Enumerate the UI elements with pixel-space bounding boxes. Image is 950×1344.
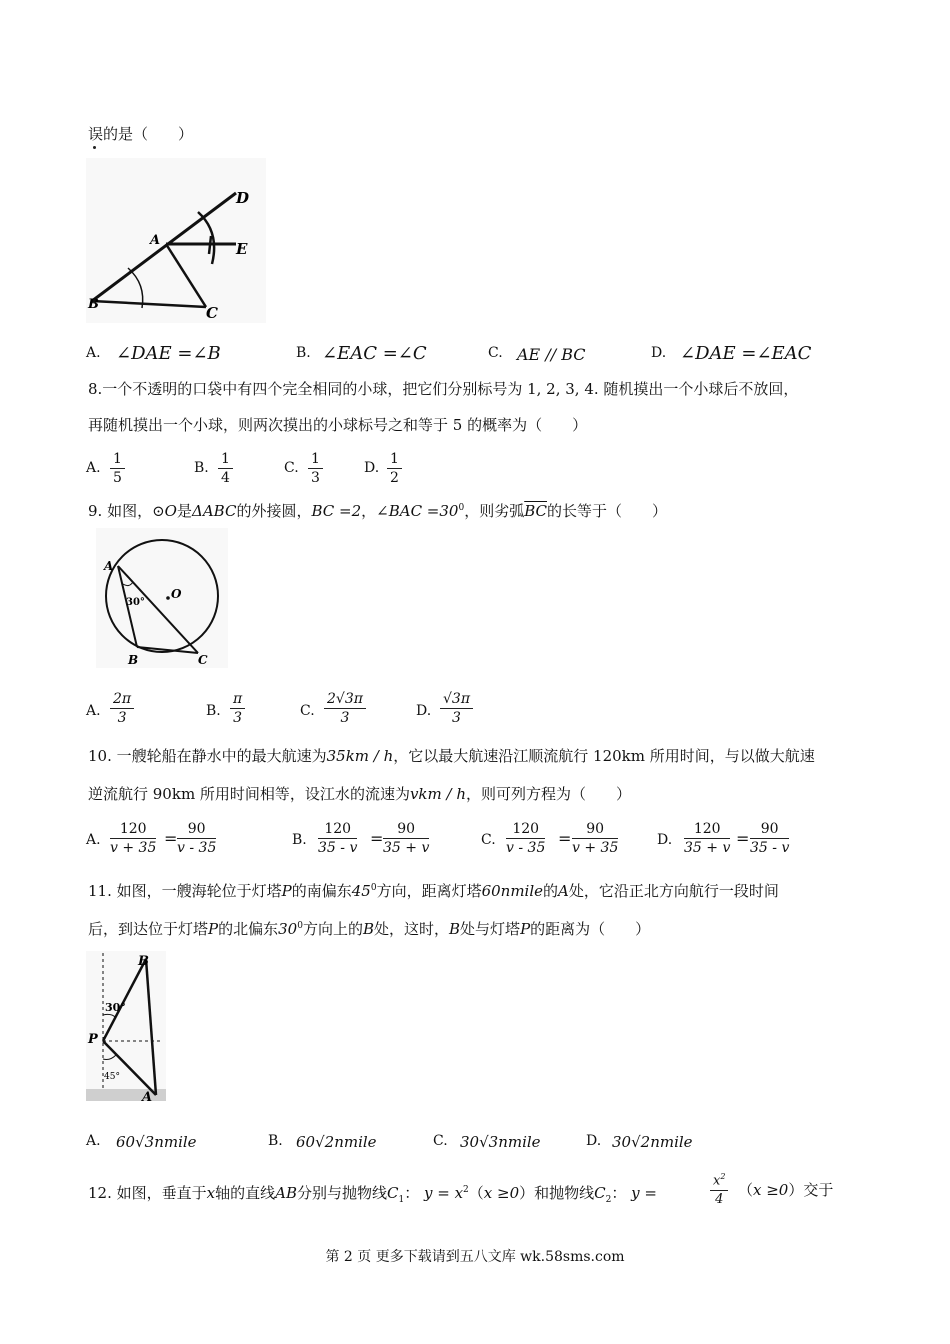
q10-option-a-left: 120 v + 35 [110, 821, 157, 856]
q7-option-a: ∠DAE =∠B [116, 343, 221, 364]
q10-option-d-left: 120 35 + v [684, 821, 731, 856]
q8-option-b: 1 4 [218, 450, 233, 487]
q7-option-d: ∠DAE =∠EAC [680, 343, 812, 364]
q10-option-c-right: 90 v + 35 [572, 821, 619, 856]
q7-option-d-label: D. [651, 345, 667, 361]
q11-option-c-label: C. [433, 1133, 448, 1149]
q10-option-a-label: A. [86, 832, 101, 848]
fig9-label-o: O [171, 587, 182, 601]
fig7-label-c: C [206, 304, 218, 322]
q8-option-d: 1 2 [387, 450, 402, 487]
q8-option-a-label: A. [86, 460, 101, 476]
q9-stem: 9. 如图，⊙O是ΔABC的外接圆，BC =2，∠BAC $=30^0$，则劣弧$\overline{BC}$的长等于（ ） [88, 502, 668, 520]
fig9-label-c: C [198, 653, 208, 667]
q10-option-c-left: 120 v - 35 [506, 821, 546, 856]
q7-stem-tail: 误的是（ ） [88, 125, 194, 143]
q7-option-b-label: B. [296, 345, 311, 361]
q10-option-d-label: D. [657, 832, 673, 848]
fig9-label-angle: 30° [126, 597, 145, 608]
fig11-label-45: 45° [104, 1072, 120, 1082]
q9-option-a-label: A. [86, 703, 101, 719]
q11-stem-line2: 后，到达位于灯塔P的北偏东$30^0$方向上的B处，这时，B处与灯塔P的距离为（ ） [88, 920, 651, 938]
fig11-label-b: B [138, 954, 149, 969]
q7-option-a-label: A. [86, 345, 101, 361]
fig9-label-b: B [128, 653, 139, 667]
q9-option-d-label: D. [416, 703, 432, 719]
q11-option-c: 30√3nmile [460, 1133, 541, 1151]
q8-option-a: 1 5 [110, 450, 125, 487]
fig7-label-a: A [150, 233, 161, 248]
fig7-label-d: D [236, 189, 250, 207]
q9-option-d: √3π 3 [440, 690, 473, 727]
q10-option-d-right: 90 35 - v [750, 821, 790, 856]
fig7-label-e: E [236, 240, 248, 258]
q10-option-a-right: 90 v - 35 [177, 821, 217, 856]
q9-figure [96, 528, 228, 668]
q10-option-b-label: B. [292, 832, 307, 848]
q10-stem-line1: 10. 一艘轮船在静水中的最大航速为35km / h，它以最大航速沿江顺流航行 120km 所用时间，与以做大航速 [88, 747, 815, 765]
q12-fraction: $x^2$ 4 [710, 1168, 728, 1209]
q8-option-d-label: D. [364, 460, 380, 476]
q8-stem-line1: 8.一个不透明的口袋中有四个完全相同的小球，把它们分别标号为 1, 2, 3, 4. 随机摸出一个小球后不放回， [88, 380, 799, 398]
q11-option-d: 30√2nmile [612, 1133, 693, 1151]
q11-option-a-label: A. [86, 1133, 101, 1149]
q11-stem-line1: 11. 如图，一艘海轮位于灯塔P的南偏东$45^0$方向，距离灯塔60nmile的A处，它沿正北方向航行一段时间 [88, 882, 779, 900]
fig11-label-a: A [142, 1090, 153, 1101]
q11-option-a: 60√3nmile [116, 1133, 197, 1151]
q9-option-c-label: C. [300, 703, 315, 719]
q7-option-c-label: C. [488, 345, 503, 361]
q8-option-b-label: B. [194, 460, 209, 476]
q9-option-c: 2√3π 3 [324, 690, 366, 727]
fig9-label-a: A [104, 559, 114, 573]
q11-figure [86, 951, 166, 1101]
q10-option-b-right: 90 35 + v [383, 821, 430, 856]
q8-option-c: 1 3 [308, 450, 323, 487]
fig11-label-30: 30° [105, 1001, 126, 1014]
emphasis-dot [93, 146, 96, 149]
q9-option-b-label: B. [206, 703, 221, 719]
q7-option-b: ∠EAC =∠C [322, 343, 427, 364]
q10-option-c-label: C. [481, 832, 496, 848]
page-footer: 第 2 页 更多下载请到五八文库 wk.58sms.com [325, 1249, 625, 1265]
q12-stem: 12. 如图，垂直于x轴的直线AB分别与抛物线$C_1$： $y = x^2(x \ge 0)$和抛物线$C_2$： y = [88, 1184, 657, 1205]
q11-option-d-label: D. [586, 1133, 602, 1149]
q7-figure [86, 158, 266, 323]
q10-stem-line2: 逆流航行 90km 所用时间相等，设江水的流速为vkm / h，则可列方程为（ ） [88, 785, 632, 803]
q7-option-c: AE // BC [517, 345, 586, 364]
q12-stem-tail: （x ≥0）交于 [738, 1181, 834, 1199]
fig11-label-p: P [88, 1032, 98, 1047]
q8-stem-line2: 再随机摸出一个小球，则两次摸出的小球标号之和等于 5 的概率为（ ） [88, 416, 588, 434]
q10-option-b-left: 120 35 - v [318, 821, 358, 856]
q8-option-c-label: C. [284, 460, 299, 476]
q11-option-b: 60√2nmile [296, 1133, 377, 1151]
q9-option-b: π 3 [230, 690, 245, 727]
fig7-label-b: B [88, 297, 99, 312]
q9-option-a: 2π 3 [110, 690, 134, 727]
q11-option-b-label: B. [268, 1133, 283, 1149]
